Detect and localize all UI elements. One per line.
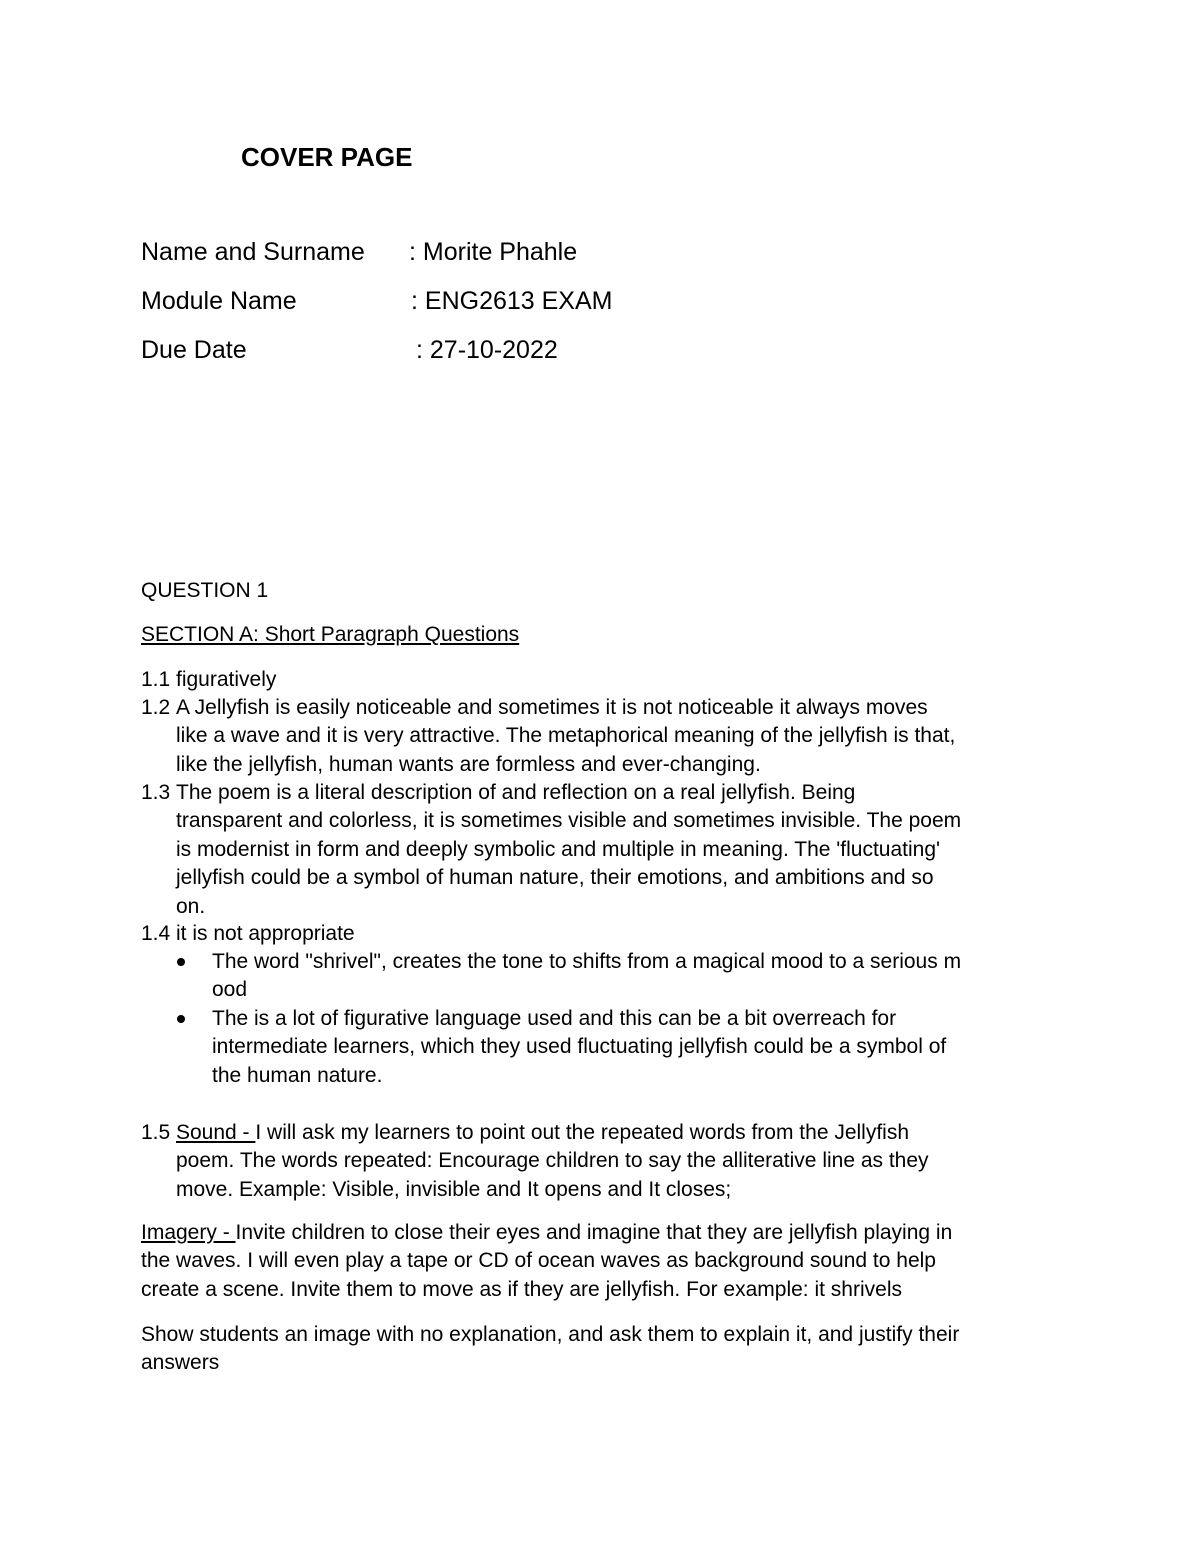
text-line: A Jellyfish is easily noticeable and sometimes it is not noticeable it always moves xyxy=(176,696,928,719)
cover-title: COVER PAGE xyxy=(241,142,413,172)
bullet-dot-icon xyxy=(177,1015,185,1023)
item-text xyxy=(176,666,1071,694)
info-label: Due Date xyxy=(141,336,247,364)
info-label: Name and Surname xyxy=(141,238,365,266)
imagery-heading: Imagery - xyxy=(141,1221,236,1244)
text-line: move. Example: Visible, invisible and It opens and It closes; xyxy=(176,1177,732,1201)
text-line: jellyfish could be a symbol of human nature, their emotions, and ambitions and so xyxy=(176,866,934,890)
text-line: is modernist in form and deeply symbolic and multiple in meaning. The 'fluctuating' xyxy=(176,837,941,861)
text-line: on. xyxy=(176,894,206,918)
info-label: Module Name xyxy=(141,287,297,315)
answer-item-1-1 xyxy=(141,666,1071,694)
text-line: poem. The words repeated: Encourage children to say the alliterative line as they xyxy=(176,1149,929,1173)
text-line: figuratively xyxy=(176,668,277,691)
item-number: 1.5 xyxy=(141,1121,171,1144)
item-text xyxy=(176,1119,1071,1204)
sound-heading: Sound - xyxy=(176,1121,256,1144)
item-number: 1.1 xyxy=(141,668,171,691)
text-line: intermediate learners, which they used fluctuating jellyfish could be a symbol of xyxy=(212,1035,947,1059)
imagery-paragraph xyxy=(141,1219,1071,1304)
item-text xyxy=(176,920,1071,948)
item-number: 1.3 xyxy=(141,781,171,804)
answer-item-1-3 xyxy=(141,779,1071,921)
bullet-item xyxy=(141,948,1071,1005)
text-line: Show students an image with no explanation, and ask them to explain it, and justify their xyxy=(141,1323,960,1346)
question-title: QUESTION 1 xyxy=(141,579,269,602)
bullet-list xyxy=(141,948,1071,1090)
bullet-item xyxy=(141,1005,1071,1090)
item-text xyxy=(176,694,1071,779)
text-line: like the jellyfish, human wants are formless and ever-changing. xyxy=(176,752,761,776)
text-line: create a scene. Invite them to move as if they are jellyfish. For example: it shrivels xyxy=(141,1277,902,1301)
text-line xyxy=(176,1119,1071,1147)
answer-item-1-2 xyxy=(141,694,1071,779)
text-line: transparent and colorless, it is sometimes visible and sometimes invisible. The poem xyxy=(176,809,962,833)
text-line: the waves. I will even play a tape or CD of ocean waves as background sound to help xyxy=(141,1249,936,1273)
text-line: answers xyxy=(141,1351,220,1375)
text-line: it is not appropriate xyxy=(176,922,355,945)
text-span: I will ask my learners to point out the repeated words from the Jellyfish xyxy=(255,1121,910,1144)
item-number: 1.2 xyxy=(141,696,171,719)
text-line: The poem is a literal description of and reflection on a real jellyfish. Being xyxy=(176,781,856,804)
info-value: : ENG2613 EXAM xyxy=(411,287,613,315)
text-line: like a wave and it is very attractive. The metaphorical meaning of the jellyfish is that, xyxy=(176,724,956,748)
section-title: SECTION A: Short Paragraph Questions xyxy=(141,623,520,646)
bullet-dot-icon xyxy=(177,958,185,966)
answer-item-1-5 xyxy=(141,1119,1071,1204)
text-line: the human nature. xyxy=(212,1063,383,1087)
closing-paragraph xyxy=(141,1321,1071,1378)
text-line: ood xyxy=(212,978,248,1002)
text-span: Invite children to close their eyes and imagine that they are jellyfish playing in xyxy=(235,1221,953,1244)
info-value: : Morite Phahle xyxy=(409,238,578,266)
text-line xyxy=(141,1219,1071,1247)
item-number: 1.4 xyxy=(141,922,171,945)
info-value: : 27-10-2022 xyxy=(416,336,558,364)
item-text xyxy=(176,779,1071,921)
answer-item-1-4 xyxy=(141,920,1071,948)
text-line: The is a lot of figurative language used and this can be a bit overreach for xyxy=(212,1006,897,1030)
text-line: The word "shrivel", creates the tone to shifts from a magical mood to a serious m xyxy=(212,950,962,973)
